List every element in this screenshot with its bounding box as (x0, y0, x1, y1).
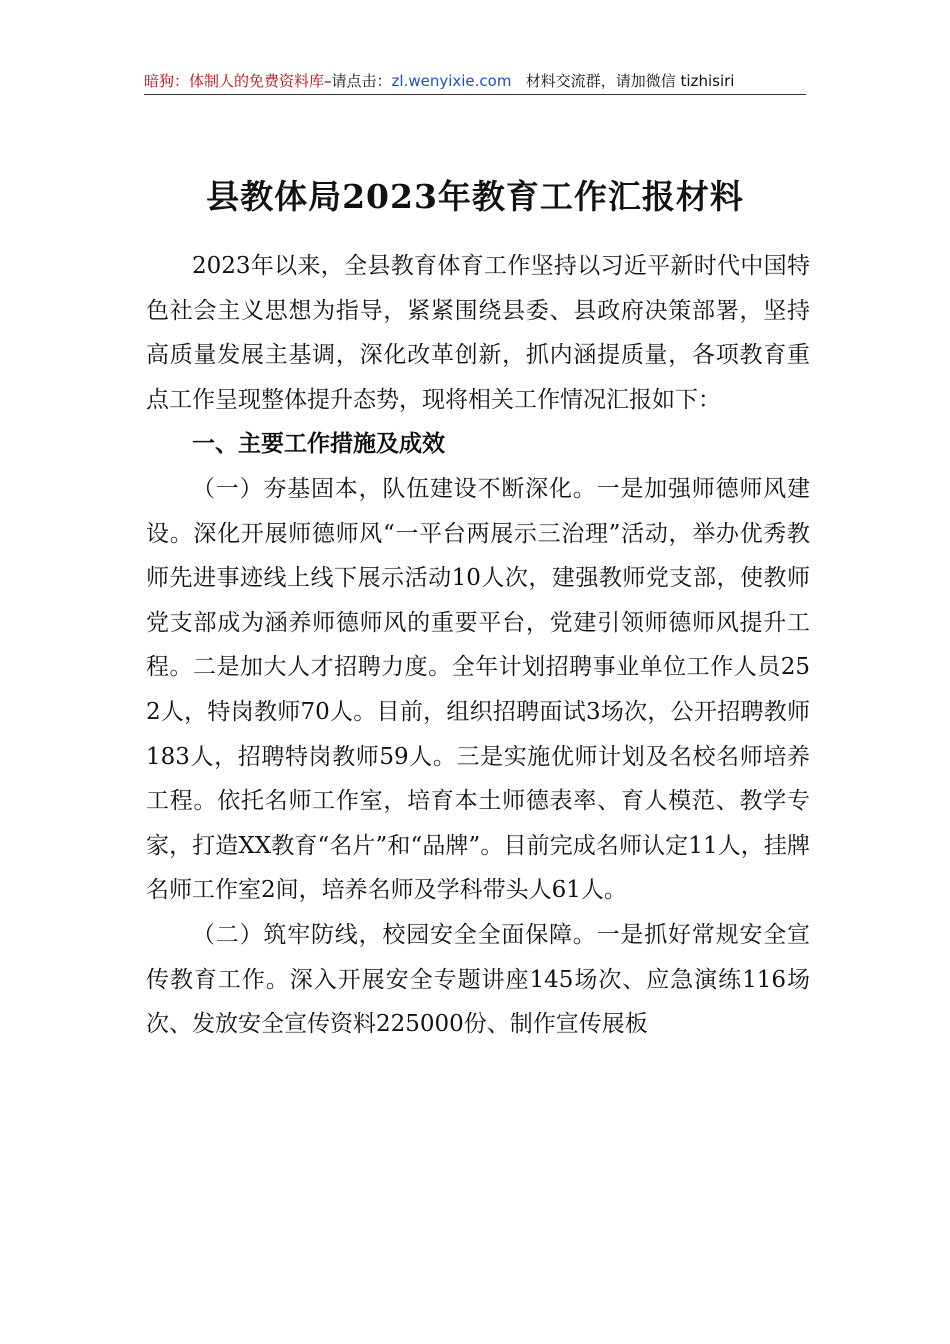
header-link-url[interactable]: zl.wenyixie.com (391, 72, 512, 90)
document-body (146, 244, 810, 1047)
header-brand: 暗狗：体制人的免费资料库 (144, 72, 325, 90)
header-contact: 材料交流群，请加微信 tizhisiri (525, 72, 735, 90)
header-link-prefix: –请点击： (324, 72, 392, 90)
intro-paragraph: 2023年以来，全县教育体育工作坚持以习近平新时代中国特色社会主义思想为指导，紧紧围绕县委、县政府决策部署，坚持高质量发展主基调，深化改革创新，抓内涵提质量，各项教育重点工作呈现整体提升态势，现将相关工作情况汇报如下： (146, 253, 810, 413)
section-paragraph-1: （一）夯基固本，队伍建设不断深化。一是加强师德师风建设。深化开展师德师风“一平台两展示三治理”活动，举办优秀教师先进事迹线上线下展示活动10人次，建强教师党支部，使教师党支部成为涵养师德师风的重要平台，党建引领师德师风提升工程。二是加大人才招聘力度。全年计划招聘事业单位工作人员252人，特岗教师70人。目前，组织招聘面试3场次，公开招聘教师183人，招聘特岗教师59人。三是实施优师计划及名校名师培养工程。依托名师工作室，培育本土师德表率、育人模范、教学专家，打造XX教育“名片”和“品牌”。目前完成名师认定11人，挂牌名师工作室2间，培养名师及学科带头人61人。 (146, 475, 810, 904)
section-heading: 一、主要工作措施及成效 (192, 431, 445, 458)
section-paragraph-2: （二）筑牢防线，校园安全全面保障。一是抓好常规安全宣传教育工作。深入开展安全专题讲座145场次、应急演练116场次、发放安全宣传资料225000份、制作宣传展板 (146, 921, 810, 1038)
document-title: 县教体局2023年教育工作汇报材料 (206, 177, 744, 216)
page-header-watermark (144, 68, 806, 95)
